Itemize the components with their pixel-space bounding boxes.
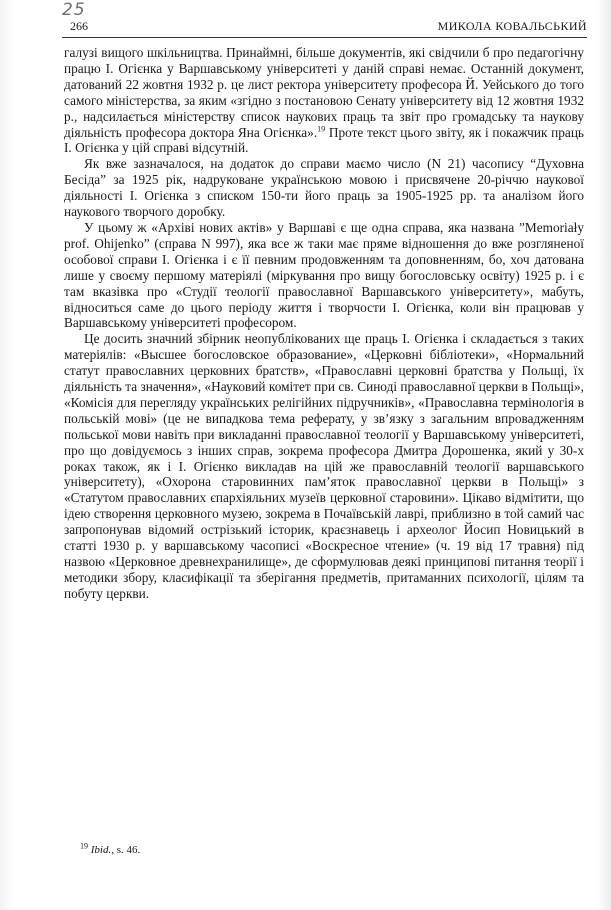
paragraph-1 <box>64 45 584 156</box>
footnote-source: Ibid. <box>90 844 112 856</box>
footnote-number: 19 <box>80 841 88 851</box>
footnote-ref: 19 <box>317 124 326 134</box>
body-text <box>64 45 584 602</box>
footnote <box>80 841 141 856</box>
paragraph-3: У цьому ж «Архіві нових актів» у Варшаві є ще одна справа, яка названа ”Memoriały prof. Ohijenko” (справа N 997), яка все ж таки має пряме відношення до вже розгляненої особової справи І. Огієнка і є її певним продовженням та доповненням, бо, хоч датована лише у своєму першому матеріялі (міркування про вищу богословську освіту) 1925 р. і є там вказівка про «Студії теології православної Варшавського університету», мабуть, відноситься саме до цього періоду життя і творчости І. Огієнка, коли він працював у Варшавському університеті професором. <box>64 219 584 331</box>
page-header <box>62 17 587 38</box>
page-number: 266 <box>70 19 88 33</box>
running-head: МИКОЛА КОВАЛЬСЬКИЙ <box>437 19 587 33</box>
paragraph-4: Це досить значний збірник неопублікованих ще праць І. Огієнка і складається з таких матеріялів: «Высшее богословское образование», «Церковні бібліотеки», «Нормальний статут православних церковних братств», «Православні церковні братства у Польщі, їх діяльність та значення», «Науковий комітет при св. Синоді православної церкви в Польщі», «Комісія для перегляду українських релігійних підручників», «Православна термінологія в польській мові» (це не випадкова тема реферату, у зв’язку з загальним впровадженням польської мови навіть при викладанні православної теології у Варшавському університеті, про що довідуємось з інших справ, зокрема професора Дмитра Дорошенка, який у 30-х роках також, як і І. Огієнко викладав на цій же православній теології варшавського університету), «Охорона старовинних пам’яток православної церкви в Польщі» з «Статутом православних єпархіяльних музеїв церковної старовини». Цікаво відмітити, що ідею створення церковного музею, зокрема в Почаївській лаврі, приблизно в той самий час запропонував відомий острізький історик, краєзнавець і археолог Йосип Новицький в статті 1930 р. у варшавському часописі «Воскресное чтение» (ч. 19 від 17 травня) під назвою «Церковное древнехранилище», де сформулював деякі принципові питання теорії і методики збору, класифікації та зберігання предметів, притаманних психології, цілям та побуту церкви. <box>64 331 584 601</box>
footnote-pages: , s. 46. <box>111 844 141 856</box>
paragraph-1-tail: Проте текст цього звіту, як і покажчик праць І. Огієнка у цій справі відсутній. <box>64 124 584 156</box>
paragraph-1-text: галузі вищого шкільництва. Принаймні, більше документів, які свідчили б про педагогічну працю І. Огієнка у Варшавському університеті у даній справі немає. Останній документ, датований 22 жовтня 1932 р. це лист ректора університету професора Й. Уейського до того самого міністерства, за яким «згідно з постановою Сенату університету від 12 жовтня 1932 р., надсилається міністерству список наукових праць та звіт про громадську та наукову діяльність професора доктора Яна Огієнка». <box>64 45 584 140</box>
paragraph-2: Як вже зазначалося, на додаток до справи маємо число (N 21) часопису “Духовна Бесіда” за 1925 рік, надруковане українською мовою і присвячене 20-річчю наукової діяльності І. Огієнка з списком 150-ти його праць за 1905-1925 рр. та аналізом його наукового творчого доробку. <box>64 156 584 220</box>
handwritten-page-mark: 25 <box>62 0 86 20</box>
